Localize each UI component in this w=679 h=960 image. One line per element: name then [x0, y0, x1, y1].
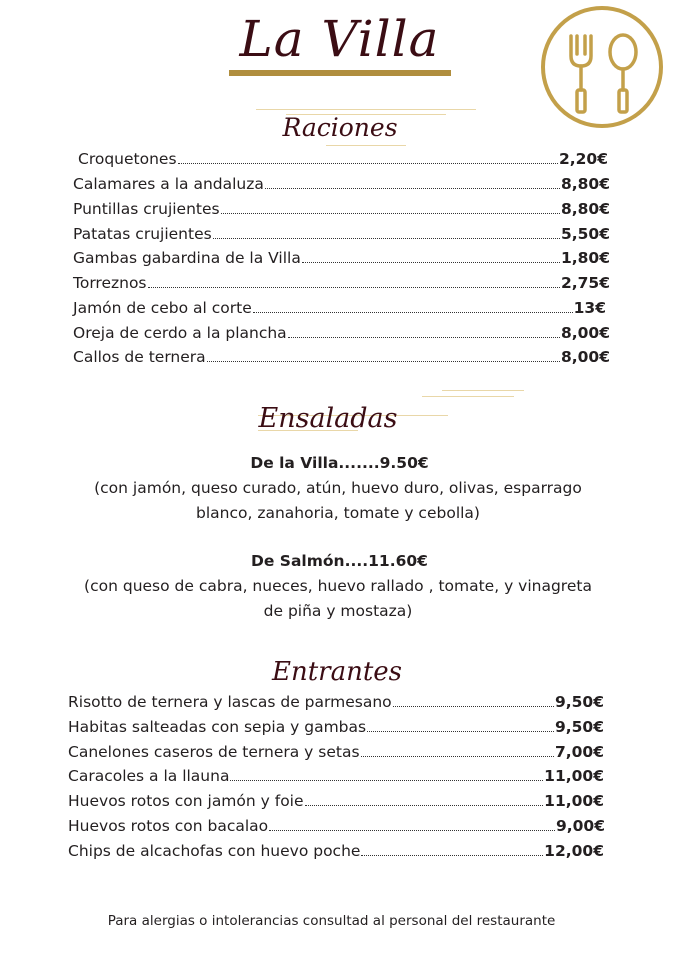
allergy-notice: Para alergias o intolerancias consultad al personal del restaurante [107, 913, 556, 929]
menu-item-name: Chips de alcachofas con huevo poche [68, 842, 361, 860]
salad-title: De la Villa.......9.50€ [250, 454, 429, 472]
menu-item-name: Jamón de cebo al corte [73, 299, 252, 317]
menu-item-price: 11,00€ [544, 767, 604, 785]
menu-item-price: 9,00€ [555, 817, 605, 835]
menu-item-price: 11,00€ [544, 792, 604, 810]
menu-item-name: Huevos rotos con jamón y foie [68, 792, 304, 810]
menu-item [73, 346, 610, 368]
menu-item [73, 272, 610, 294]
dot-leader [207, 360, 560, 362]
dot-leader [361, 755, 554, 757]
decorative-line [442, 390, 524, 391]
salad-description [60, 574, 616, 624]
menu-item-name: Puntillas crujientes [73, 200, 220, 218]
menu-item [68, 765, 604, 787]
menu-item-name: Oreja de cerdo a la plancha [73, 324, 287, 342]
section-title-raciones: Raciones [282, 113, 398, 142]
menu-item-name: Patatas crujientes [73, 225, 212, 243]
menu-item [68, 840, 604, 862]
menu-item [68, 815, 605, 837]
menu-item-price: 12,00€ [544, 842, 604, 860]
dot-leader [178, 162, 558, 164]
dot-leader [288, 336, 560, 338]
dot-leader [213, 237, 560, 239]
menu-item-price: 2,75€ [560, 274, 610, 292]
dot-leader [305, 804, 544, 806]
menu-item-price: 2,20€ [558, 150, 608, 168]
menu-item-price: 13€ [573, 299, 606, 317]
menu-item-name: Canelones caseros de ternera y setas [68, 743, 360, 761]
salad-description [60, 476, 616, 526]
section-title-entrantes: Entrantes [271, 657, 403, 687]
menu-item [68, 790, 604, 812]
menu-item-price: 9,50€ [554, 693, 604, 711]
dot-leader [148, 286, 560, 288]
menu-item [68, 716, 604, 738]
menu-item-price: 9,50€ [554, 718, 604, 736]
menu-item-price: 8,80€ [560, 175, 610, 193]
salad-description-line: (con queso de cabra, nueces, huevo rallado , tomate, y vinagreta [84, 577, 592, 595]
menu-item [73, 247, 610, 269]
menu-item-name: Habitas salteadas con sepia y gambas [68, 718, 367, 736]
menu-item-name: Callos de ternera [73, 348, 206, 366]
menu-item-price: 8,00€ [560, 348, 610, 366]
menu-item-name: Huevos rotos con bacalao [68, 817, 269, 835]
restaurant-title: La Villa [239, 10, 440, 68]
dot-leader [302, 261, 560, 263]
menu-item [68, 741, 604, 763]
menu-item [73, 297, 606, 319]
fork-and-spoon-icon [541, 6, 663, 128]
salad-description-line: de piña y mostaza) [263, 602, 413, 620]
menu-item [73, 173, 610, 195]
dot-leader [367, 730, 554, 732]
salad-description-line: blanco, zanahoria, tomate y cebolla) [196, 504, 480, 522]
salad-title: De Salmón....11.60€ [251, 552, 428, 570]
menu-item-name: Calamares a la andaluza [73, 175, 264, 193]
menu-item-price: 8,80€ [560, 200, 610, 218]
section-title-ensaladas: Ensaladas [258, 403, 398, 434]
menu-item [68, 691, 604, 713]
decorative-line [422, 396, 514, 397]
dot-leader [221, 212, 560, 214]
title-underline [229, 70, 451, 76]
dot-leader [230, 779, 543, 781]
menu-item-price: 7,00€ [554, 743, 604, 761]
menu-item-price: 5,50€ [560, 225, 610, 243]
menu-item-price: 8,00€ [560, 324, 610, 342]
dot-leader [253, 311, 573, 313]
dot-leader [265, 187, 560, 189]
menu-item-name: Croquetones [78, 150, 177, 168]
menu-item [78, 148, 608, 170]
menu-item-name: Risotto de ternera y lascas de parmesano [68, 693, 392, 711]
dot-leader [269, 829, 555, 831]
dot-leader [361, 854, 543, 856]
menu-item-price: 1,80€ [560, 249, 610, 267]
menu-item-name: Gambas gabardina de la Villa [73, 249, 301, 267]
menu-item-name: Caracoles a la llauna [68, 767, 230, 785]
menu-item-name: Torreznos [73, 274, 147, 292]
dot-leader [393, 705, 554, 707]
salad-description-line: (con jamón, queso curado, atún, huevo duro, olivas, esparrago [94, 479, 582, 497]
menu-item [73, 198, 610, 220]
menu-item [73, 223, 610, 245]
menu-item [73, 322, 610, 344]
